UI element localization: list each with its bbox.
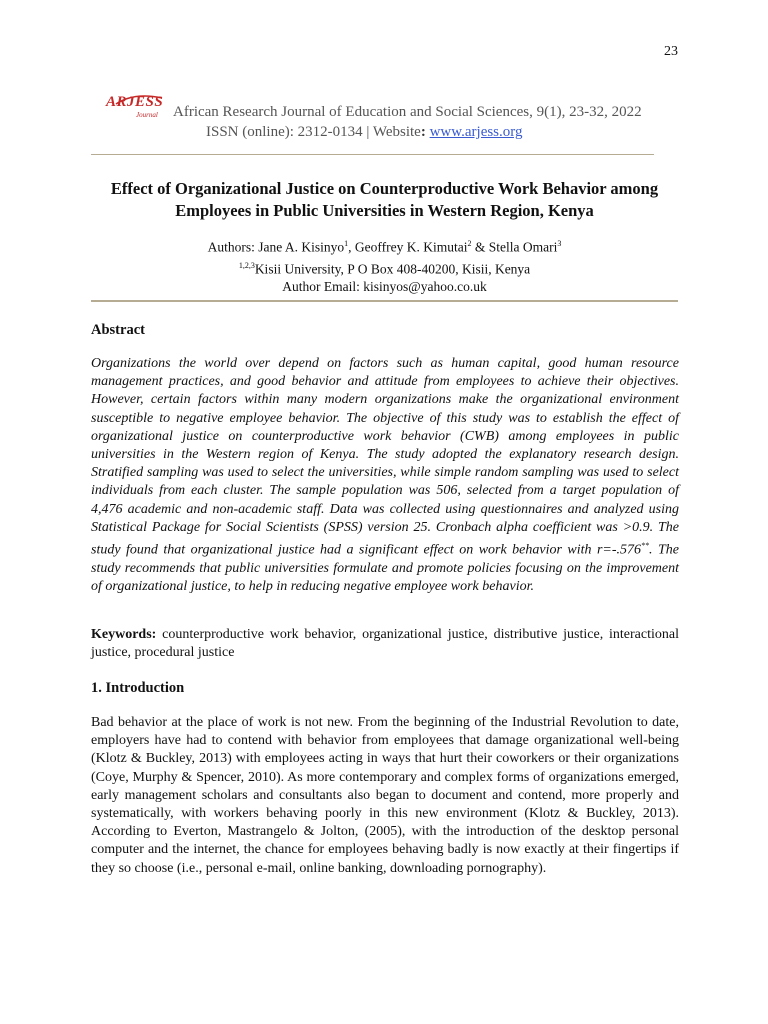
page-number: 23 xyxy=(664,44,678,59)
author-names xyxy=(91,235,678,257)
introduction-heading: 1. Introduction xyxy=(91,680,185,696)
journal-issn-line xyxy=(206,124,523,141)
paper-title: Effect of Organizational Justice on Counterproductive Work Behavior among Employees in Public Universities in Western Region, Kenya xyxy=(110,179,659,220)
journal-citation: African Research Journal of Education and Social Sciences, 9(1), 23-32, 2022 xyxy=(173,104,642,120)
author-2: , Geoffrey K. Kimutai xyxy=(348,239,468,255)
authors-block xyxy=(91,235,678,296)
keywords-label: Keywords: xyxy=(91,627,157,642)
abstract-body xyxy=(91,355,679,596)
author-1-sup: 1 xyxy=(344,239,349,248)
author-2-sup: 2 xyxy=(467,239,472,248)
keywords xyxy=(91,626,679,662)
logo-subtext: Journal xyxy=(136,111,158,119)
journal-issn: ISSN (online): 2312-0134 | Website xyxy=(206,124,421,140)
introduction-body: Bad behavior at the place of work is not new. From the beginning of the Industrial Revolution to date, employers have had to contend with behavior from employees that damage organizational well-being (Klotz & Buckley, 2013) with employees acting in ways that hurt their coworkers or their organizations (Coye, Murphy & Spencer, 2010). As more contemporary and complex forms of organizations emerged, early management scholars and consultants also began to document and contend, more properly and systematically, with workers behaving poorly in this new environment (Klotz & Buckley, 2013). According to Everton, Mastrangelo & Jolton, (2005), with the introduction of the desktop personal computer and the internet, the chance for employees behaving badly is now exactly at their fingertips if they so choose (i.e., personal e-mail, online banking, downloading pornography). xyxy=(91,715,679,876)
author-email: Author Email: kisinyos@yahoo.co.uk xyxy=(282,279,487,294)
abstract-sup: ** xyxy=(641,541,650,551)
affiliation-sup: 1,2,3 xyxy=(238,260,255,270)
journal-colon: : xyxy=(420,124,426,140)
author-3: & Stella Omari xyxy=(471,239,558,255)
affiliation-text: Kisii University, P O Box 408-40200, Kisii, Kenya xyxy=(254,261,531,276)
affiliation xyxy=(91,257,678,279)
abstract-text-2: . The study recommends that public universities formulate and promote policies focusing on the improvement of organizational justice, to help in reducing negative employee work behavior. xyxy=(91,542,680,595)
abstract-text-1: Organizations the world over depend on factors such as human capital, good human resource management practices, and good behavior and attitude from employees to achieve their objectives. However, certain factors within many modern organizations make the organizational environment susceptible to negative employee behavior. The objective of this study was to establish the effect of organizational justice on counterproductive work behavior (CWB) among employees in public universities in the Western region of Kenya. The study adopted the explanatory research design. Stratified sampling was used to select the universities, while simple random sampling was used to select individuals from each cluster. The sample population was 506, selected from a target population of 4,476 academic and non-academic staff. Data was collected using questionnaires and analyzed using Statistical Package for Social Scientists (SPSS) version 25. Cronbach alpha coefficient was >0.9. The study found that organizational justice had a significant effect on work behavior with r=-.576 xyxy=(91,356,679,558)
journal-logo xyxy=(106,94,168,124)
author-1: Authors: Jane A. Kisinyo xyxy=(207,239,345,255)
keywords-text: counterproductive work behavior, organizational justice, distributive justice, interactional justice, procedural justice xyxy=(91,627,679,661)
journal-website-link[interactable]: www.arjess.org xyxy=(429,124,523,140)
header-divider xyxy=(91,154,654,155)
logo-text: ARJESS xyxy=(106,94,164,110)
abstract-heading: Abstract xyxy=(91,322,145,338)
title-divider xyxy=(91,300,678,302)
author-3-sup: 3 xyxy=(557,239,562,248)
